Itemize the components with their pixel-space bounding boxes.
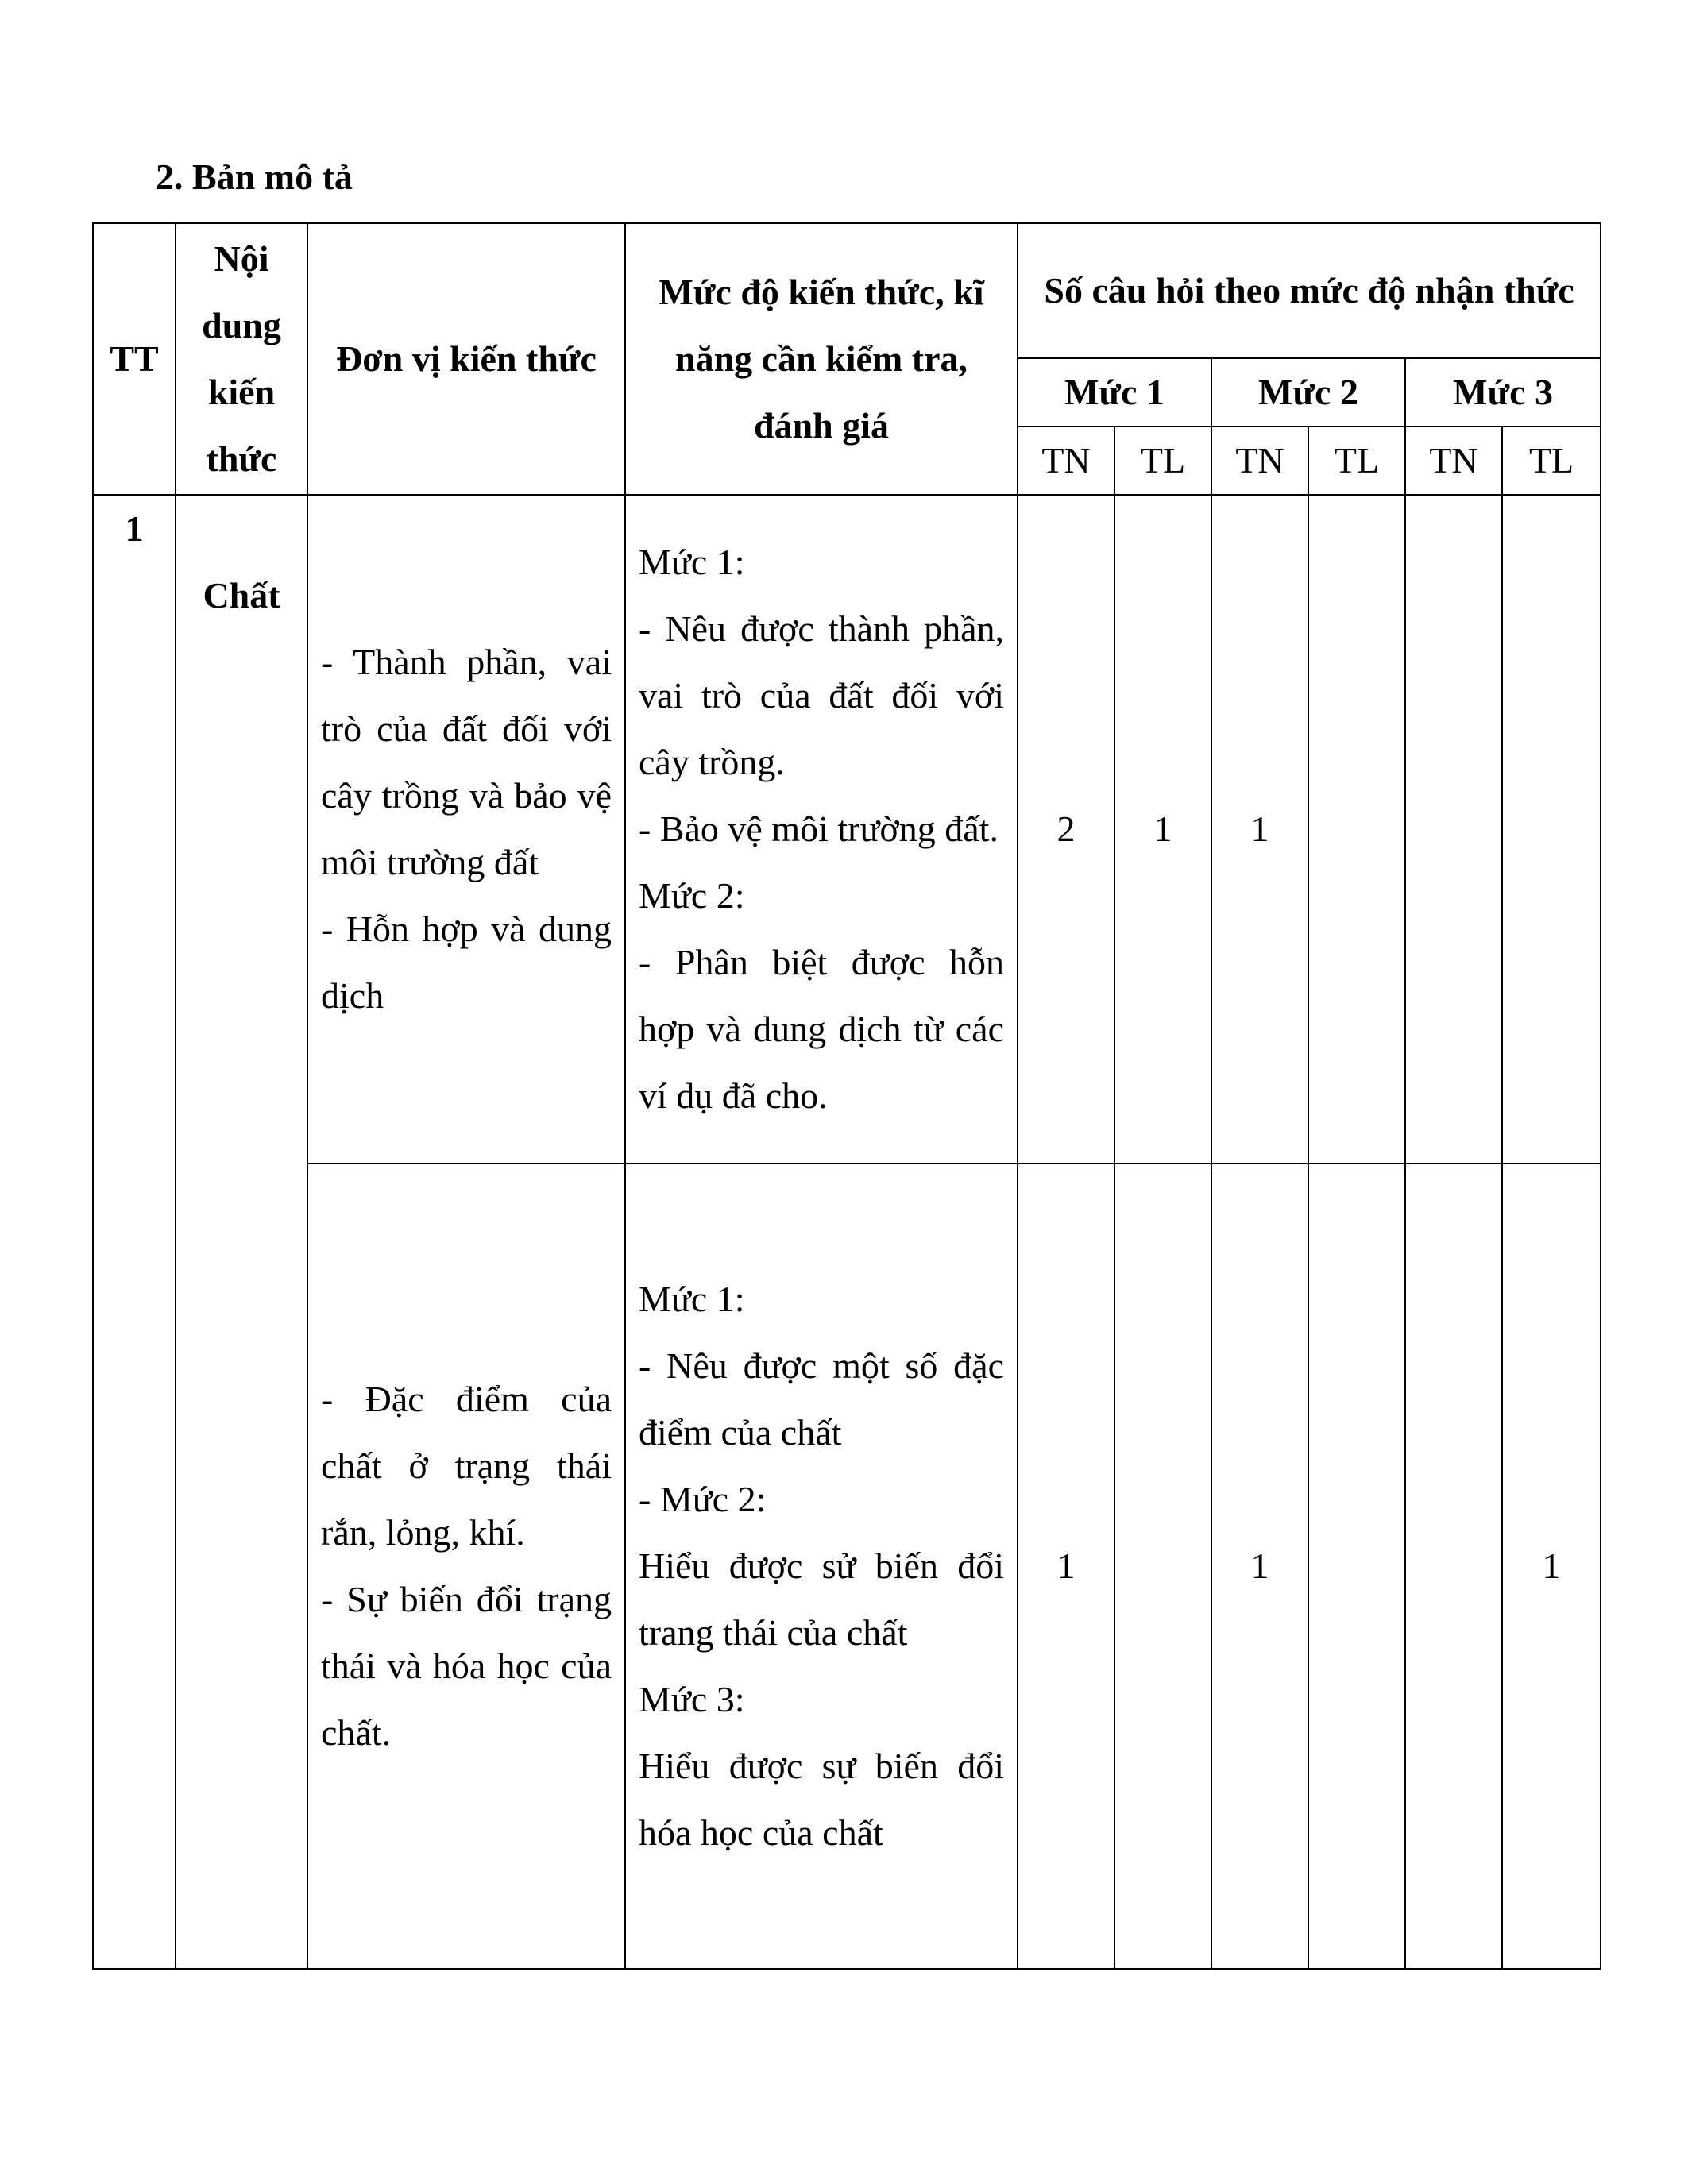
row-1-unit — [307, 495, 625, 1163]
header-level-1-tl: TL — [1114, 426, 1211, 495]
row-1-tt: 1 — [93, 495, 176, 1969]
requirement-line: Hiểu được sử biến đổi trang thái của chất — [639, 1545, 1004, 1653]
header-level-3-tn: TN — [1405, 426, 1502, 495]
row-2-level-2-tl — [1308, 1163, 1405, 1969]
header-unit: Đơn vị kiến thức — [307, 223, 625, 495]
description-table — [92, 222, 1601, 1970]
row-2-level-3-tn — [1405, 1163, 1502, 1969]
header-tt: TT — [93, 223, 176, 495]
requirement-line: Mức 2: — [639, 875, 745, 916]
row-1-level-1-tn: 2 — [1018, 495, 1114, 1163]
header-level-2-tl: TL — [1308, 426, 1405, 495]
row-2-unit — [307, 1163, 625, 1969]
header-level-3-tl: TL — [1502, 426, 1601, 495]
row-1-level-3-tn — [1405, 495, 1502, 1163]
row-1-content — [176, 495, 307, 1969]
row-1-level-2-tl — [1308, 495, 1405, 1163]
row-1-requirement — [625, 495, 1018, 1163]
unit-line: - Thành phần, vai trò của đất đối với cây trồng và bảo vệ môi trường đất — [321, 642, 612, 882]
row-2-level-2-tn: 1 — [1211, 1163, 1308, 1969]
requirement-line: - Nêu được thành phần, vai trò của đất đối với cây trồng. — [639, 608, 1004, 782]
row-2-level-1-tl — [1114, 1163, 1211, 1969]
content-label: Chất — [203, 575, 280, 615]
requirement-line: - Mức 2: — [639, 1479, 767, 1519]
row-1-level-1-tl: 1 — [1114, 495, 1211, 1163]
row-1-level-3-tl — [1502, 495, 1601, 1163]
header-level-1: Mức 1 — [1018, 358, 1211, 426]
requirement-line: - Nêu được một số đặc điểm của chất — [639, 1345, 1004, 1453]
row-2-requirement — [625, 1163, 1018, 1969]
header-level-2-tn: TN — [1211, 426, 1308, 495]
row-1-level-2-tn: 1 — [1211, 495, 1308, 1163]
section-heading: 2. Bản mô tả — [156, 156, 353, 197]
requirement-line: - Bảo vệ môi trường đất. — [639, 808, 999, 849]
unit-line: - Đặc điểm của chất ở trạng thái rắn, lỏng, khí. — [321, 1379, 612, 1553]
header-content: Nội dung kiến thức — [176, 223, 307, 495]
row-2-level-1-tn: 1 — [1018, 1163, 1114, 1969]
row-2-level-3-tl: 1 — [1502, 1163, 1601, 1969]
requirement-line: Mức 1: — [639, 1279, 745, 1319]
unit-line: - Sự biến đổi trạng thái và hóa học của chất. — [321, 1579, 612, 1753]
requirement-line: Mức 3: — [639, 1679, 745, 1719]
header-level-2: Mức 2 — [1211, 358, 1405, 426]
requirement-line: Mức 1: — [639, 542, 745, 582]
header-level-1-tn: TN — [1018, 426, 1114, 495]
unit-line: - Hỗn hợp và dung dịch — [321, 909, 612, 1016]
header-level-3: Mức 3 — [1405, 358, 1601, 426]
requirement-line: Hiểu được sự biến đổi hóa học của chất — [639, 1746, 1004, 1853]
header-requirement: Mức độ kiến thức, kĩ năng cần kiểm tra, đánh giá — [625, 223, 1018, 495]
header-question-count: Số câu hỏi theo mức độ nhận thức — [1018, 223, 1601, 358]
requirement-line: - Phân biệt được hỗn hợp và dung dịch từ các ví dụ đã cho. — [639, 942, 1004, 1116]
